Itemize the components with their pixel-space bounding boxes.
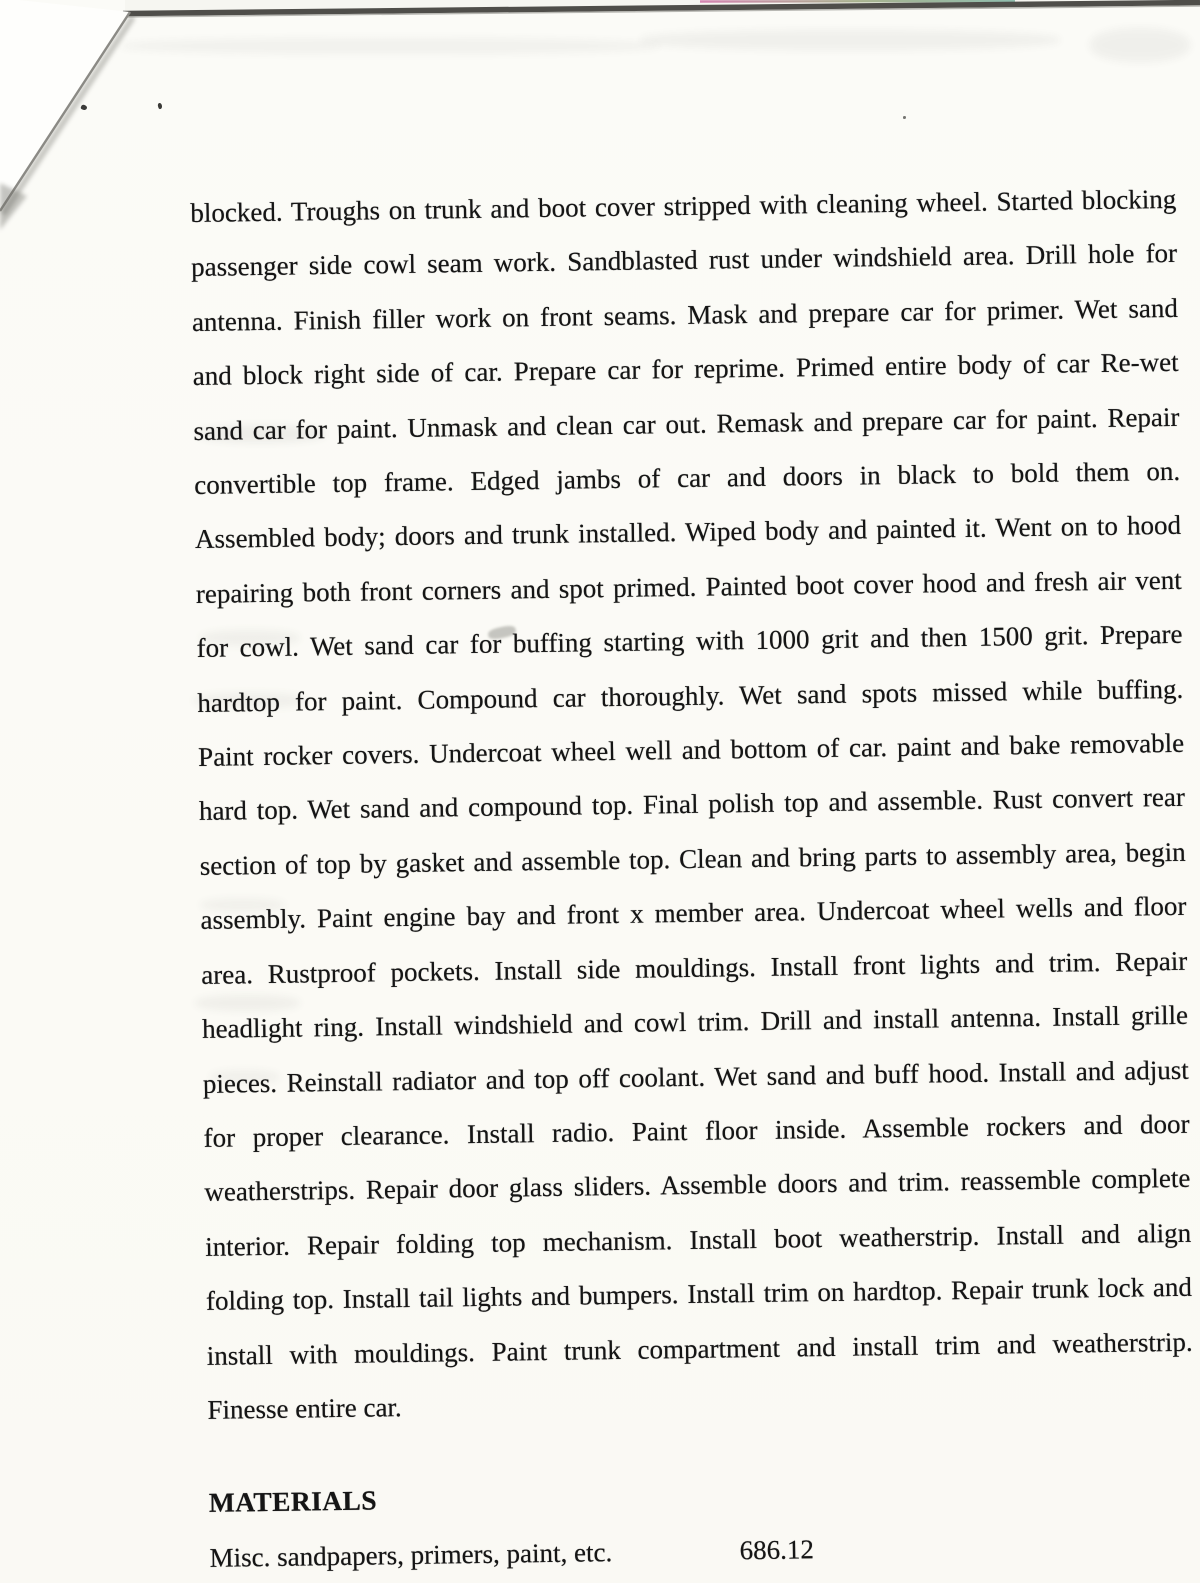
scan-noise-sliver [700,1,1015,2]
text-line: interior. Repair folding top mechanism. Install boot weatherstrip. Install and align [204,1217,1192,1262]
text-line: assembly. Paint engine bay and front x member area. Undercoat wheel wells and floor [200,891,1187,936]
materials-amount: 686.12 [739,1533,815,1566]
text-line: blocked. Troughs on trunk and boot cover stripped with cleaning wheel. Started blocking [190,183,1177,228]
materials-item: Misc. sandpapers, primers, paint, etc. [209,1536,613,1573]
text-line: antenna. Finish filler work on front seams. Mask and prepare car for primer. Wet sand [191,292,1179,337]
page-top-edge [123,3,1200,14]
text-line: pieces. Reinstall radiator and top off coolant. Wet sand and buff hood. Install and adjust [202,1054,1189,1099]
ghost-smudge [640,30,1060,50]
scanner-gap [125,0,1200,13]
ghost-smudge [120,38,660,54]
text-line: convertible top frame. Edged jambs of car and doors in black to bold them on. [194,455,1181,500]
text-line: Assembled body; doors and trunk installed. Wiped body and painted it. Went on to hood [194,510,1182,555]
text-line: repairing both front corners and spot primed. Painted boot cover hood and fresh air vent [195,564,1182,609]
text-line: hard top. Wet sand and compound top. Final polish top and assemble. Rust convert rear [198,782,1186,827]
text-line: weatherstrips. Repair door glass sliders. Assemble doors and trim. reassemble complete [204,1163,1191,1208]
fold-triangle [0,0,130,211]
ghost-smudge [1090,28,1190,62]
text-line: hardtop for paint. Compound car thoroughly. Wet sand spots missed while buffing. [197,673,1184,718]
materials-heading: MATERIALS [208,1484,378,1519]
text-line: install with mouldings. Paint trunk compartment and install trim and weatherstrip. [206,1326,1193,1371]
text-line: Finesse entire car. [207,1392,402,1425]
fold-shadow [3,17,133,214]
text-line: area. Rustproof pockets. Install side mouldings. Install front lights and trim. Repair [201,945,1188,990]
text-line: sand car for paint. Unmask and clean car out. Remask and prepare car for paint. Repair [193,401,1180,446]
ink-speck [157,103,162,110]
ink-speck [903,116,906,119]
text-line: Paint rocker covers. Undercoat wheel well and bottom of car. paint and bake removable [197,727,1185,773]
text-line: section of top by gasket and assemble top. Clean and bring parts to assembly area, begin [199,836,1186,881]
text-line: for cowl. Wet sand car for buffing starting with 1000 grit and then 1500 grit. Prepare [196,619,1183,664]
text-line: folding top. Install tail lights and bumpers. Install trim on hardtop. Repair trunk lock and [205,1271,1193,1317]
fold-edge-line [0,12,130,211]
ink-speck [80,104,88,111]
fold-corner-shadow [0,183,27,230]
text-line: passenger side cowl seam work. Sandblasted rust under windshield area. Drill hole for [190,238,1178,283]
text-line: headlight ring. Install windshield and cowl trim. Drill and install antenna. Install grille [201,999,1189,1045]
page-top-edge-shadow [123,6,1200,17]
text-line: for proper clearance. Install radio. Paint floor inside. Assemble rockers and door [203,1108,1190,1153]
document-text [190,172,1196,1583]
text-line: and block right side of car. Prepare car for reprime. Primed entire body of car Re-wet [192,347,1179,392]
